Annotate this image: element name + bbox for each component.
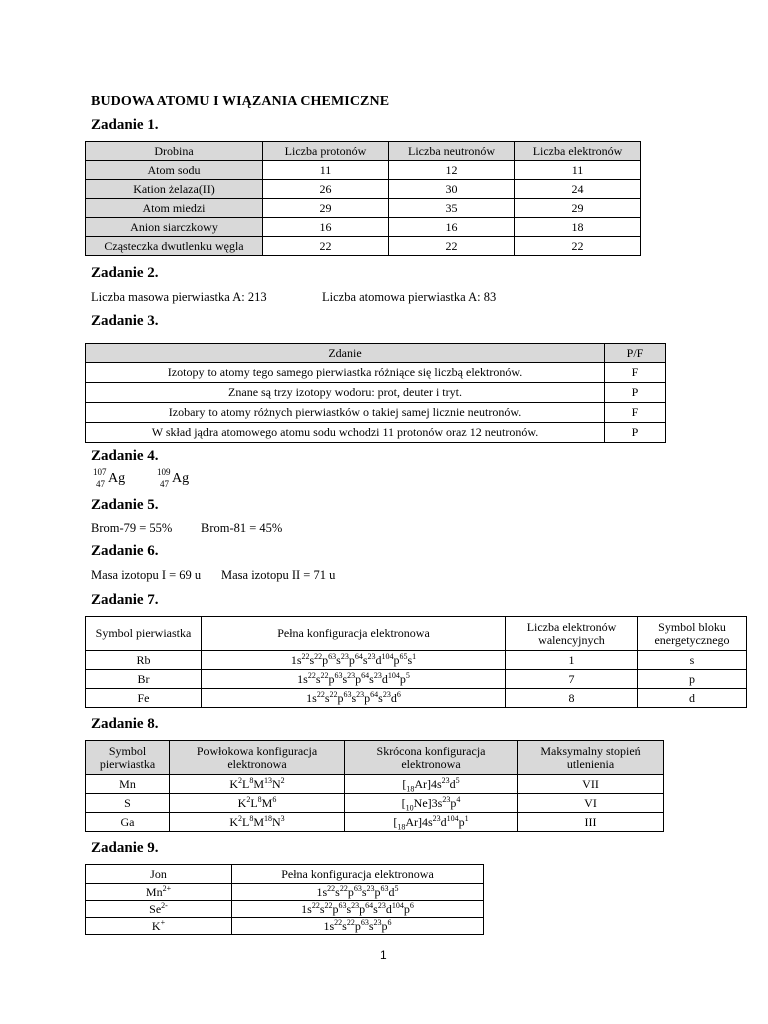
header-cell: Maksymalny stopień utlenienia [518, 741, 664, 775]
table-cell: 30 [389, 180, 515, 199]
electron-config: $1s^{22}s^{22}p^{63}s^{23}p^{64}s^{23}d^{104}p^{65}s^1$ [202, 651, 506, 670]
table-cell: 29 [515, 199, 641, 218]
zad6-isotope-1-mass: Masa izotopu I = 69 u [91, 568, 202, 582]
max-oxidation-state: III [518, 813, 664, 832]
isotope-2-z: 47 [160, 479, 169, 489]
valence-electrons: 1 [506, 651, 638, 670]
table-cell: P [605, 383, 666, 403]
block-symbol: s [638, 651, 747, 670]
table-cell: 24 [515, 180, 641, 199]
table-row [86, 651, 747, 670]
header-cell: Liczba protonów [263, 142, 389, 161]
zad8-table [85, 740, 664, 832]
zad5-bromine-79: Brom-79 = 55% [91, 521, 173, 535]
header-cell: Liczba neutronów [389, 142, 515, 161]
row-label: Atom miedzi [86, 199, 263, 218]
ion-symbol: $Mn^{2+}$ [86, 884, 232, 901]
table-cell: 22 [263, 237, 389, 256]
zad2-heading: Zadanie 2. [91, 265, 159, 281]
element-symbol: Ga [86, 813, 170, 832]
isotope-2-symbol: Ag [172, 471, 190, 486]
ion-symbol: $Se^{2-}$ [86, 901, 232, 918]
table-row [86, 813, 664, 832]
header-cell: Powłokowa konfiguracja elektronowa [170, 741, 345, 775]
table-row [86, 670, 747, 689]
shell-config: $K^2L^8M^{13}N^2$ [170, 775, 345, 794]
element-symbol: Mn [86, 775, 170, 794]
table-cell: 12 [389, 161, 515, 180]
table-cell: 16 [263, 218, 389, 237]
table-row [86, 180, 641, 199]
page-number: 1 [380, 948, 387, 962]
block-symbol: d [638, 689, 747, 708]
table-cell: F [605, 403, 666, 423]
row-label: Atom sodu [86, 161, 263, 180]
element-symbol: Fe [86, 689, 202, 708]
table-row [86, 383, 666, 403]
row-label: Anion siarczkowy [86, 218, 263, 237]
table-row [86, 199, 641, 218]
table-cell: 22 [389, 237, 515, 256]
table-row [86, 775, 664, 794]
element-symbol: Rb [86, 651, 202, 670]
table-row [86, 884, 484, 901]
zad5-heading: Zadanie 5. [91, 497, 159, 513]
isotope-2-mass: 109 [157, 467, 171, 477]
zad8-heading: Zadanie 8. [91, 716, 159, 732]
header-cell: Zdanie [86, 344, 605, 363]
zad2-mass-number: Liczba masowa pierwiastka A: 213 [91, 290, 267, 304]
table-cell: 26 [263, 180, 389, 199]
table-cell: 22 [515, 237, 641, 256]
short-config: $[_{18}Ar]4s^{23}d^{104}p^1$ [345, 813, 518, 832]
zad2-atomic-number: Liczba atomowa pierwiastka A: 83 [322, 290, 497, 304]
header-cell: Drobina [86, 142, 263, 161]
table-header-row [86, 865, 484, 884]
table-row [86, 403, 666, 423]
table-cell: 11 [263, 161, 389, 180]
table-cell: Izotopy to atomy tego samego pierwiastka różniące się liczbą elektronów. [86, 363, 605, 383]
zad9-heading: Zadanie 9. [91, 840, 159, 856]
isotope-1-mass: 107 [93, 467, 107, 477]
zad5-bromine-81: Brom-81 = 45% [201, 521, 283, 535]
block-symbol: p [638, 670, 747, 689]
isotope-1-symbol: Ag [108, 471, 126, 486]
zad1-table [85, 141, 641, 256]
zad3-table [85, 343, 666, 443]
table-cell: 18 [515, 218, 641, 237]
row-label: Kation żelaza(II) [86, 180, 263, 199]
element-symbol: S [86, 794, 170, 813]
row-label: Cząsteczka dwutlenku węgla [86, 237, 263, 256]
table-cell: 29 [263, 199, 389, 218]
max-oxidation-state: VII [518, 775, 664, 794]
table-cell: Znane są trzy izotopy wodoru: prot, deuter i tryt. [86, 383, 605, 403]
table-row [86, 363, 666, 383]
electron-config: $1s^{22}s^{22}p^{63}s^{23}p^{64}s^{23}d^{104}p^5$ [202, 670, 506, 689]
header-cell: Symbol pierwiastka [86, 617, 202, 651]
table-header-row [86, 741, 664, 775]
electron-config: $1s^{22}s^{22}p^{63}s^{23}p^6$ [232, 918, 484, 935]
document-title: BUDOWA ATOMU I WIĄZANIA CHEMICZNE [91, 94, 390, 109]
table-row [86, 918, 484, 935]
isotope-1-z: 47 [96, 479, 105, 489]
table-cell: 11 [515, 161, 641, 180]
table-row [86, 901, 484, 918]
ion-symbol: K+ [86, 918, 232, 935]
zad6-heading: Zadanie 6. [91, 543, 159, 559]
isotope-2 [157, 467, 197, 493]
header-cell: Liczba elektronów [515, 142, 641, 161]
zad7-heading: Zadanie 7. [91, 592, 159, 608]
table-row [86, 218, 641, 237]
header-cell: Skrócona konfiguracja elektronowa [345, 741, 518, 775]
shell-config: $K^2L^8M^{18}N^3$ [170, 813, 345, 832]
zad4-heading: Zadanie 4. [91, 448, 159, 464]
header-cell: Symbol pierwiastka [86, 741, 170, 775]
short-config: $[_{18}Ar]4s^{23}d^5$ [345, 775, 518, 794]
table-row [86, 689, 747, 708]
zad6-isotope-2-mass: Masa izotopu II = 71 u [221, 568, 336, 582]
shell-config: $K^2L^8M^6$ [170, 794, 345, 813]
zad1-heading: Zadanie 1. [91, 117, 159, 133]
valence-electrons: 8 [506, 689, 638, 708]
electron-config: $1s^{22}s^{22}p^{63}s^{23}p^{64}s^{23}d^{104}p^6$ [232, 901, 484, 918]
electron-config: $1s^{22}s^{22}p^{63}s^{23}p^{64}s^{23}d^6$ [202, 689, 506, 708]
table-cell: W skład jądra atomowego atomu sodu wchodzi 11 protonów oraz 12 neutronów. [86, 423, 605, 443]
header-cell: P/F [605, 344, 666, 363]
table-cell: 16 [389, 218, 515, 237]
table-row [86, 794, 664, 813]
table-cell: Izobary to atomy różnych pierwiastków o takiej samej licznie neutronów. [86, 403, 605, 423]
header-cell: Liczba elektronów walencyjnych [506, 617, 638, 651]
table-header-row [86, 142, 641, 161]
table-row [86, 237, 641, 256]
header-cell: Symbol bloku energetycznego [638, 617, 747, 651]
electron-config: $1s^{22}s^{22}p^{63}s^{23}p^{63}d^5$ [232, 884, 484, 901]
table-cell: 35 [389, 199, 515, 218]
zad9-table [85, 864, 484, 935]
table-header-row [86, 617, 747, 651]
table-row [86, 161, 641, 180]
table-cell: F [605, 363, 666, 383]
zad7-table [85, 616, 747, 708]
zad3-heading: Zadanie 3. [91, 313, 159, 329]
table-cell: P [605, 423, 666, 443]
short-config: $[_{10}Ne]3s^{23}p^4$ [345, 794, 518, 813]
table-row [86, 423, 666, 443]
header-cell: Jon [86, 865, 232, 884]
max-oxidation-state: VI [518, 794, 664, 813]
isotope-1 [93, 467, 133, 493]
header-cell: Pełna konfiguracja elektronowa [202, 617, 506, 651]
header-cell: Pełna konfiguracja elektronowa [232, 865, 484, 884]
valence-electrons: 7 [506, 670, 638, 689]
table-header-row [86, 344, 666, 363]
element-symbol: Br [86, 670, 202, 689]
